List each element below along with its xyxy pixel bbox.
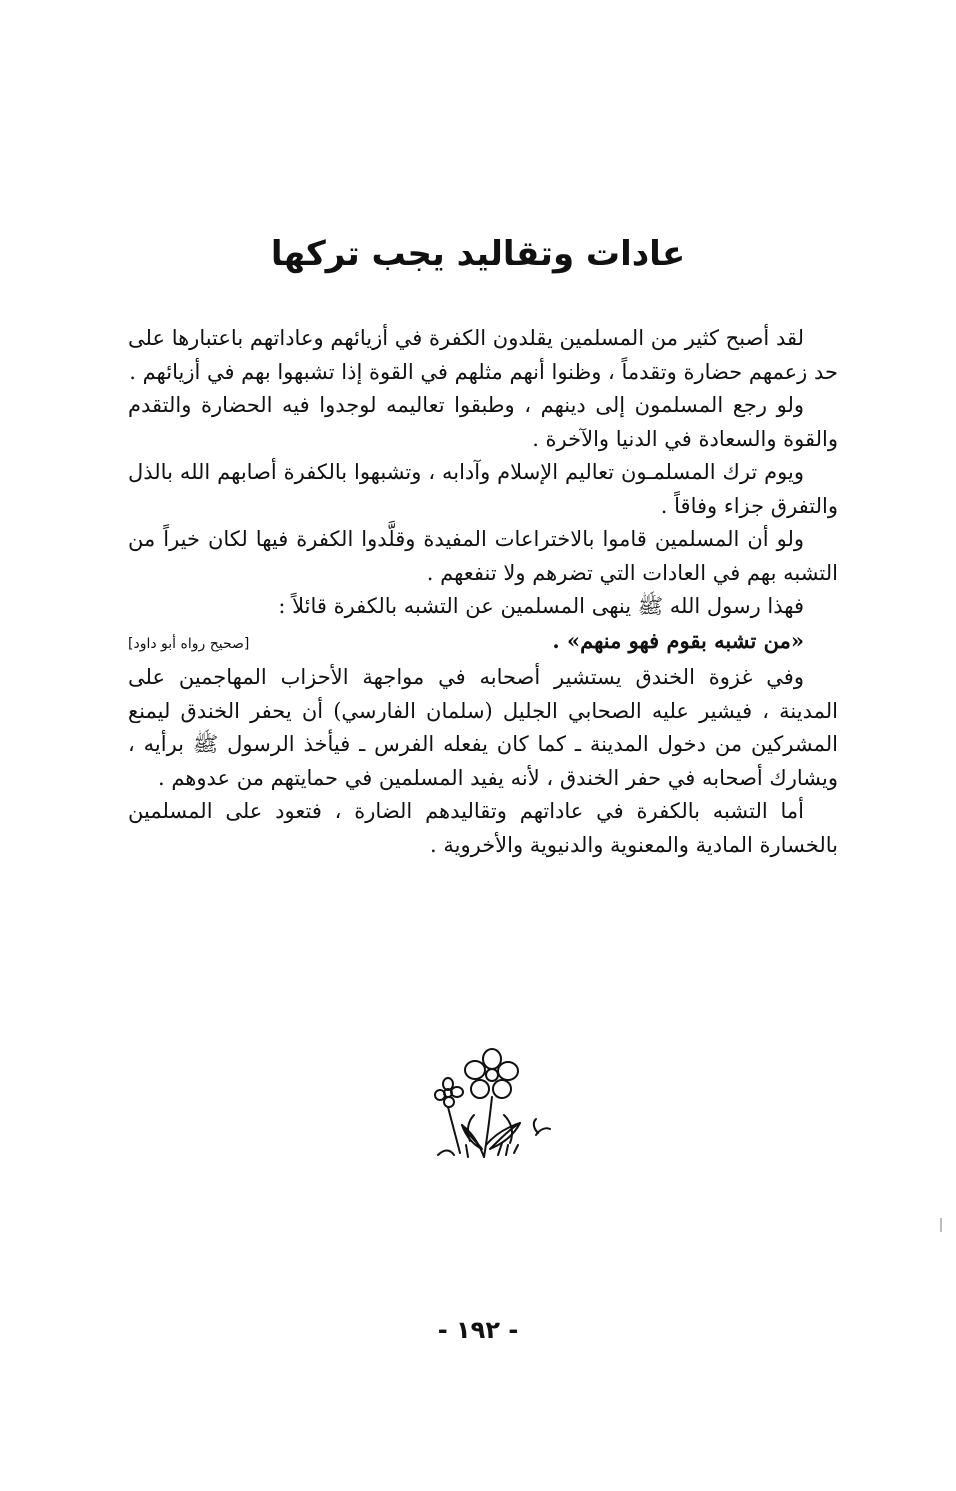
paragraph-3: ويوم ترك المسلمـون تعاليم الإسلام وآدابه ، وتشبهوا بالكفرة أصابهم الله بالذل والتفرق جزاء وفاقاً . (128, 460, 838, 518)
flower-ornament-icon (418, 1045, 558, 1165)
paragraph-1: لقد أصبح كثير من المسلمين يقلدون الكفرة في أزيائهم وعاداتهم باعتبارها على حد زعمهم حضارة وتقدماً ، وظنوا أنهم مثلهم في القوة إذا تشبهوا بهم في أزيائهم . (128, 326, 838, 384)
hadith-source: [صحيح رواه أبو داود] (128, 635, 250, 652)
paragraph-6: وفي غزوة الخندق يستشير أصحابه في مواجهة الأحزاب المهاجمين على المدينة ، فيشير عليه الصحابي الجليل (سلمان الفارسي) أن يحفر الخندق ليمنع المشركين من دخول المدينة ـ كما كان يفعله الفرس ـ فيأخذ الرسول ﷺ برأيه ، ويشارك أصحابه في حفر الخندق ، لأنه يفيد المسلمين في حمايتهم من عدوهم . (128, 665, 838, 790)
scan-mark (940, 1218, 942, 1232)
paragraph-7: أما التشبه بالكفرة في عاداتهم وتقاليدهم الضارة ، فتعود على المسلمين بالخسارة المادية والمعنوية والدنيوية والأخروية . (128, 799, 838, 857)
page-number: - ١٩٢ - (437, 1316, 519, 1344)
page-title: عادات وتقاليد يجب تركها (270, 234, 686, 274)
hadith-text: «من تشبه بقوم فهو منهم» . (552, 627, 804, 653)
paragraph-5: فهذا رسول الله ﷺ ينهى المسلمين عن التشبه بالكفرة قائلاً : (278, 594, 804, 618)
body-text (128, 322, 838, 862)
paragraph-2: ولو رجع المسلمون إلى دينهم ، وطبقوا تعاليمه لوجدوا فيه الحضارة والتقدم والقوة والسعادة في الدنيا والآخرة . (128, 393, 838, 451)
paragraph-4: ولو أن المسلمين قاموا بالاختراعات المفيدة وقلَّدوا الكفرة فيها لكان خيراً من التشبه بهم في العادات التي تضرهم ولا تنفعهم . (128, 527, 838, 585)
hadith-quote (128, 624, 838, 662)
